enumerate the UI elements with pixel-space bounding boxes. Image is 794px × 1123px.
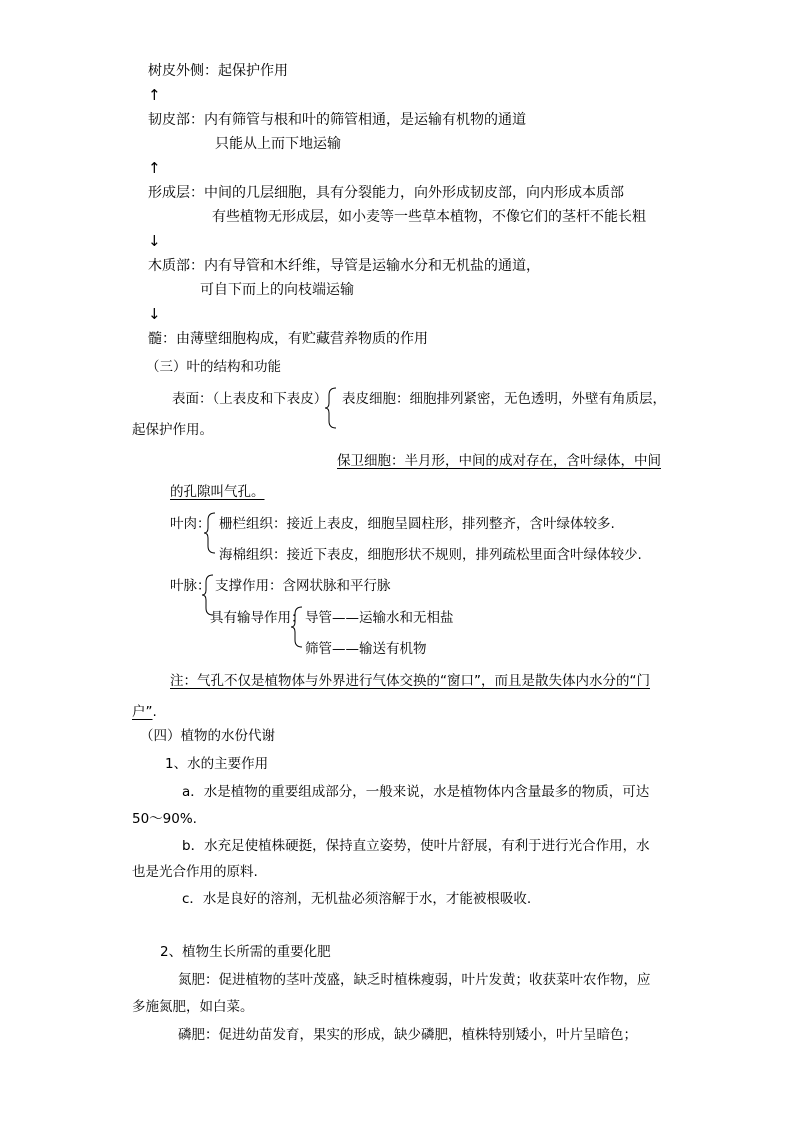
mesophyll-label: 叶肉： xyxy=(170,516,211,532)
cambium-line: 形成层：中间的几层细胞，具有分裂能力，向外形成韧皮部，向内形成本质部 xyxy=(148,185,624,201)
note-line: 注：气孔不仅是植物体与外界进行气体交换的“窗口”，而且是散失体内水分的“门 xyxy=(170,673,650,689)
fertilizer-n1: 氮肥：促进植物的茎叶茂盛，缺乏时植株瘦弱，叶片发黄；收获菜叶农作物，应 xyxy=(178,972,651,988)
spongy-line: 海棉组织：接近下表皮，细胞形状不规则，排列疏松里面含叶绿体较少. xyxy=(219,547,642,563)
bark-outer-line: 树皮外侧：起保护作用 xyxy=(148,63,288,79)
mesophyll-brace xyxy=(203,512,217,554)
guard-cell-cont: 的孔隙叫气孔。 xyxy=(170,484,265,500)
cambium-note: 有些植物无形成层，如小麦等一些草本植物，不像它们的茎杆不能长粗 xyxy=(212,209,646,225)
palisade-line: 栅栏组织：接近上表皮，细胞呈圆柱形，排列整齐，含叶绿体较多. xyxy=(219,516,615,532)
surface-label: 表面：（上表皮和下表皮） xyxy=(172,391,328,407)
fertilizer-p1: 磷肥：促进幼苗发育，果实的形成，缺少磷肥，植株特别矮小，叶片呈暗色； xyxy=(178,1027,637,1043)
pith-line: 髓：由薄壁细胞构成，有贮藏营养物质的作用 xyxy=(148,331,428,347)
xylem-note: 可自下而上的向枝端运输 xyxy=(200,282,354,298)
arrow-down-icon: ↓ xyxy=(148,305,161,323)
xylem-line: 木质部：内有导管和木纤维，导管是运输水分和无机盐的通道， xyxy=(148,258,540,274)
water-b1: b．水充足使植株硬挺，保持直立姿势，使叶片舒展，有利于进行光合作用，水 xyxy=(182,838,650,854)
sieve-line: 筛管——输送有机物 xyxy=(305,641,427,657)
water-c1: c．水是良好的溶剂，无机盐必须溶解于水，才能被根吸收. xyxy=(182,891,532,907)
guard-cell-line: 保卫细胞：半月形，中间的成对存在，含叶绿体，中间 xyxy=(337,453,661,469)
fertilizer-n2: 多施氮肥，如白菜。 xyxy=(132,999,254,1015)
support-line: 支撑作用：含网状脉和平行脉 xyxy=(215,578,391,594)
epidermal-cont-line: 起保护作用。 xyxy=(132,422,213,438)
note-cont-text: 户” xyxy=(132,704,153,720)
water-heading: （四）植物的水份代谢 xyxy=(140,728,275,744)
phloem-note: 只能从上而下地运输 xyxy=(215,136,341,152)
note-cont xyxy=(132,703,157,721)
water-a2: 50～90%. xyxy=(132,811,197,827)
fertilizer-sub2: 2、植物生长所需的重要化肥 xyxy=(160,944,331,960)
arrow-down-icon: ↓ xyxy=(148,232,161,250)
note-end: . xyxy=(152,704,157,720)
vessel-line: 导管——运输水和无相盐 xyxy=(305,610,454,626)
epidermal-cell-line: 表皮细胞：细胞排列紧密，无色透明，外壁有角质层， xyxy=(342,391,666,407)
arrow-up-icon: ↑ xyxy=(148,159,161,177)
vein-label: 叶脉： xyxy=(170,578,211,594)
water-b2: 也是光合作用的原料. xyxy=(132,864,258,880)
water-sub1: 1、水的主要作用 xyxy=(165,756,269,772)
water-a1: a．水是植物的重要组成部分，一般来说，水是植物体内含量最多的物质，可达 xyxy=(182,784,650,800)
conduct-line: 具有输导作用： xyxy=(210,610,305,626)
arrow-up-icon: ↑ xyxy=(148,86,161,104)
phloem-line: 韧皮部：内有筛管与根和叶的筛管相通，是运输有机物的通道 xyxy=(148,112,526,128)
surface-brace xyxy=(324,387,338,429)
conduct-brace xyxy=(290,606,304,648)
leaf-heading: （三）叶的结构和功能 xyxy=(146,359,281,375)
